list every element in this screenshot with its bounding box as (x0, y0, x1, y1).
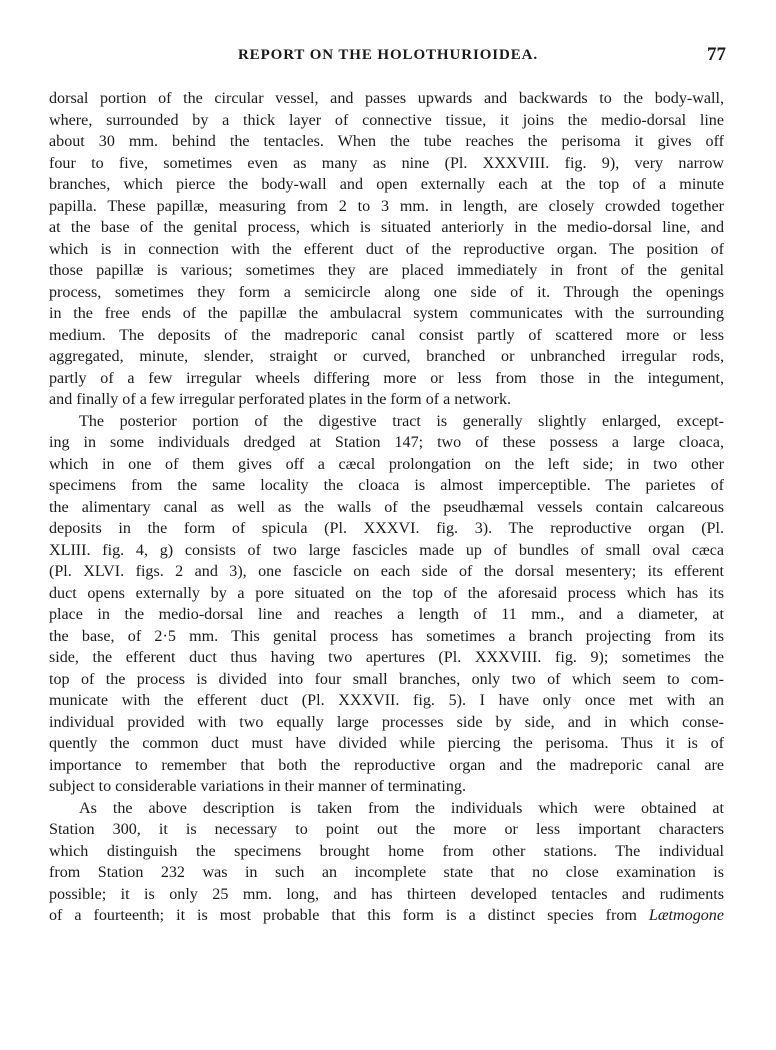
text-line: those papillæ is various; sometimes they are placed immediately in front of the genital (49, 262, 724, 279)
text-line: aggregated, minute, slender, straight or curved, branched or unbranched irregular rods, (49, 348, 724, 365)
text-line: medium. The deposits of the madreporic canal consist partly of scattered more or less (49, 326, 724, 344)
text-line: possible; it is only 25 mm. long, and has thirteen developed tentacles and rudiments (49, 885, 724, 903)
text-line: The posterior portion of the digestive tract is generally slightly enlarged, except- (79, 412, 724, 430)
text-line: the alimentary canal as well as the walls of the pseudhæmal vessels contain calcareous (49, 498, 724, 516)
genus-name-italic: Lætmogone (648, 907, 724, 924)
text-line: process, sometimes they form a semicircle along one side of it. Through the openings (49, 283, 724, 301)
text-line: which distinguish the specimens brought home from other stations. The individual (49, 842, 724, 860)
text-line: at the base of the genital process, which is situated anteriorly in the medio-dorsal line, and (49, 219, 724, 236)
text-line: about 30 mm. behind the tentacles. When the tube reaches the perisoma it gives off (49, 133, 724, 150)
text-line: XLIII. fig. 4, g) consists of two large fascicles made up of bundles of small oval cæca (49, 541, 724, 559)
text-line: deposits in the form of spicula (Pl. XXXVI. fig. 3). The reproductive organ (Pl. (49, 520, 724, 537)
text-line: four to five, sometimes even as many as nine (Pl. XXXVIII. fig. 9), very narrow (49, 154, 724, 172)
text-line: side, the efferent duct thus having two apertures (Pl. XXXVIII. fig. 9); sometimes the (49, 649, 724, 666)
text-line: Station 300, it is necessary to point out the more or less important characters (49, 821, 724, 838)
text-line: top of the process is divided into four small branches, only two of which seem to com- (49, 670, 724, 688)
text-line: (Pl. XLVI. figs. 2 and 3), one fascicle on each side of the dorsal mesentery; its efferent (49, 563, 724, 580)
body-text (49, 88, 724, 927)
text-line: subject to considerable variations in their manner of terminating. (49, 778, 466, 795)
text-line: and finally of a few irregular perforated plates in the form of a network. (49, 391, 512, 408)
final-line-text: of a fourteenth; it is most probable that this form is a distinct species from (49, 907, 649, 924)
text-line: As the above description is taken from the individuals which were obtained at (79, 799, 724, 817)
text-line: where, surrounded by a thick layer of connective tissue, it joins the medio-dorsal line (49, 111, 724, 129)
running-head (48, 44, 728, 68)
text-line: papilla. These papillæ, measuring from 2 to 3 mm. in length, are closely crowded together (49, 197, 724, 215)
text-line-final (49, 905, 724, 927)
text-line: duct opens externally by a pore situated on the top of the aforesaid process which has its (49, 584, 724, 602)
text-line: individual provided with two equally large processes side by side, and in which conse- (49, 713, 724, 731)
text-line: in the free ends of the papillæ the ambulacral system communicates with the surrounding (49, 305, 724, 322)
text-line: branches, which pierce the body-wall and open externally each at the top of a minute (49, 176, 724, 193)
text-line: place in the medio-dorsal line and reaches a length of 11 mm., and a diameter, at (49, 606, 724, 623)
text-line: ing in some individuals dredged at Station 147; two of these possess a large cloaca, (49, 434, 724, 451)
text-line: dorsal portion of the circular vessel, and passes upwards and backwards to the body-wall, (49, 90, 724, 107)
text-line: which in one of them gives off a cæcal prolongation on the left side; in two other (49, 455, 724, 473)
text-line: quently the common duct must have divided while piercing the perisoma. Thus it is of (49, 735, 724, 752)
text-line: which is in connection with the efferent duct of the reproductive organ. The position of (49, 240, 724, 258)
running-title: REPORT ON THE HOLOTHURIOIDEA. (237, 47, 539, 63)
page-number: 77 (707, 44, 726, 65)
text-line: partly of a few irregular wheels differing more or less from those in the integument, (49, 369, 724, 387)
text-line: importance to remember that both the reproductive organ and the madreporic canal are (49, 756, 724, 774)
text-line: from Station 232 was in such an incomplete state that no close examination is (49, 864, 724, 881)
text-line: municate with the efferent duct (Pl. XXXVII. fig. 5). I have only once met with an (49, 692, 724, 709)
text-line: the base, of 2·5 mm. This genital process has sometimes a branch projecting from its (49, 627, 724, 645)
text-line: specimens from the same locality the cloaca is almost imperceptible. The parietes of (49, 477, 724, 494)
